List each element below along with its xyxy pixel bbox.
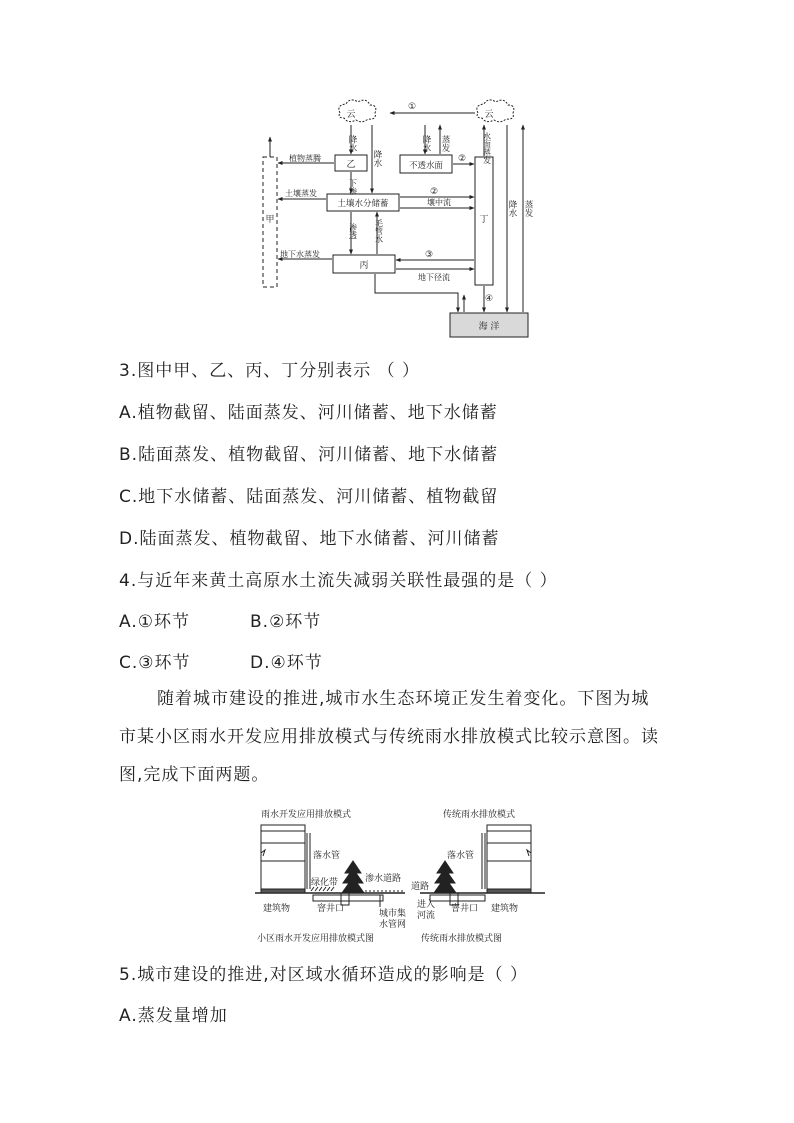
right-tree: [434, 861, 456, 893]
q3-stem: 3.图中甲、乙、丙、丁分别表示 （ ）: [119, 361, 421, 381]
drainage-comparison-diagram: [255, 803, 545, 948]
road-label: 道路: [411, 882, 430, 892]
ding-label: 丁: [479, 215, 489, 225]
groundwater-evaporation-label: 地下水蒸发: [280, 250, 320, 259]
ocean-label: 海 洋: [478, 322, 500, 332]
city-pipe-label-1: 城市集: [379, 909, 407, 919]
circle-1: ①: [408, 102, 417, 112]
q4-option-d[interactable]: D.④环节: [250, 653, 323, 673]
left-tree: [342, 861, 364, 893]
right-mode-title: 传统雨水排放模式: [443, 810, 516, 820]
evap-label-a: 蒸发: [440, 135, 450, 152]
q5-option-a[interactable]: A.蒸发量增加: [119, 1006, 228, 1026]
q3-option-a[interactable]: A.植物截留、陆面蒸发、河川储蓄、地下水储蓄: [119, 403, 498, 423]
q4-option-b[interactable]: B.②环节: [250, 612, 322, 632]
precip-label-b: 降水: [372, 150, 382, 167]
q4-option-c[interactable]: C.③环节: [119, 653, 191, 673]
downpipe-left-label: 落水管: [313, 851, 341, 861]
groundwater-runoff-label: 地下径流: [418, 273, 450, 282]
interflow-label: 壤中流: [427, 198, 451, 207]
passage: [119, 680, 679, 794]
to-river-label-1: 进入: [417, 900, 436, 910]
circle-4: ④: [485, 294, 494, 304]
precip-label-right: 降水: [507, 200, 517, 217]
q4-stem: 4.与近年来黄土高原水土流失减弱关联性最强的是（ ）: [119, 571, 558, 591]
cloud-left-label: 云: [346, 110, 356, 120]
precip-label-c: 降水: [421, 135, 431, 152]
right-caption: 传统雨水排放模式图: [421, 934, 503, 944]
q5-stem: 5.城市建设的推进,对区域水循环造成的影响是（ ）: [119, 965, 529, 985]
circle-2b: ②: [430, 187, 439, 197]
passage-line-2: 市某小区雨水开发应用排放模式与传统雨水排放模式比较示意图。读: [119, 727, 659, 747]
downpipe-right-label: 落水管: [447, 851, 475, 861]
water-surface-evaporation: 水面蒸发: [482, 132, 492, 164]
circle-2a: ②: [458, 154, 467, 164]
impervious-label: 不透水面: [408, 161, 444, 171]
evap-label-right: 蒸发: [523, 200, 533, 217]
soil-evaporation-label: 土壤蒸发: [285, 189, 317, 198]
q3-option-c[interactable]: C.地下水储蓄、陆面蒸发、河川储蓄、植物截留: [119, 487, 499, 507]
plant-transpiration-label: 植物蒸腾: [289, 154, 321, 163]
permeable-road-label: 渗水道路: [365, 874, 402, 884]
q3-option-b[interactable]: B.陆面蒸发、植物截留、河川储蓄、地下水储蓄: [119, 445, 499, 465]
yi-label: 乙: [346, 160, 356, 170]
left-mode-title: 雨水开发应用排放模式: [261, 810, 352, 820]
precip-label-a: 降水: [347, 135, 357, 152]
left-caption: 小区雨水开发应用排放模式图: [257, 934, 375, 944]
capillary-water-label: 毛管水: [374, 219, 384, 243]
cloud-right-label: 云: [484, 110, 494, 120]
infiltration-down-label: 下渗: [348, 179, 358, 195]
passage-line-1: 随着城市建设的推进,城市水生态环境正发生着变化。下图为城: [157, 689, 650, 709]
to-river-label-2: 河流: [417, 911, 436, 921]
building-left-label: 建筑物: [263, 904, 291, 914]
right-building: [487, 825, 531, 893]
building-right-label: 建筑物: [491, 904, 519, 914]
water-cycle-diagram: [255, 95, 540, 345]
q3-option-d[interactable]: D.陆面蒸发、植物截留、地下水储蓄、河川储蓄: [119, 529, 500, 549]
soil-storage-label: 土壤水分储蓄: [337, 199, 389, 209]
q4-option-a[interactable]: A.①环节: [119, 612, 190, 632]
circle-3: ③: [425, 250, 434, 260]
jia-label: 甲: [265, 215, 275, 225]
bing-label: 丙: [359, 261, 369, 271]
left-building: [261, 825, 305, 893]
percolation-label: 渗透: [348, 223, 358, 239]
city-pipe-label-2: 水管网: [379, 920, 407, 930]
green-belt-label: 绿化带: [311, 878, 339, 888]
manhole-left-label: 窨井口: [317, 904, 345, 914]
manhole-right-label: 窨井口: [451, 904, 479, 914]
cloud-right-shape: [477, 100, 514, 122]
cloud-left-shape: [339, 100, 376, 122]
passage-line-3: 图,完成下面两题。: [119, 765, 270, 785]
